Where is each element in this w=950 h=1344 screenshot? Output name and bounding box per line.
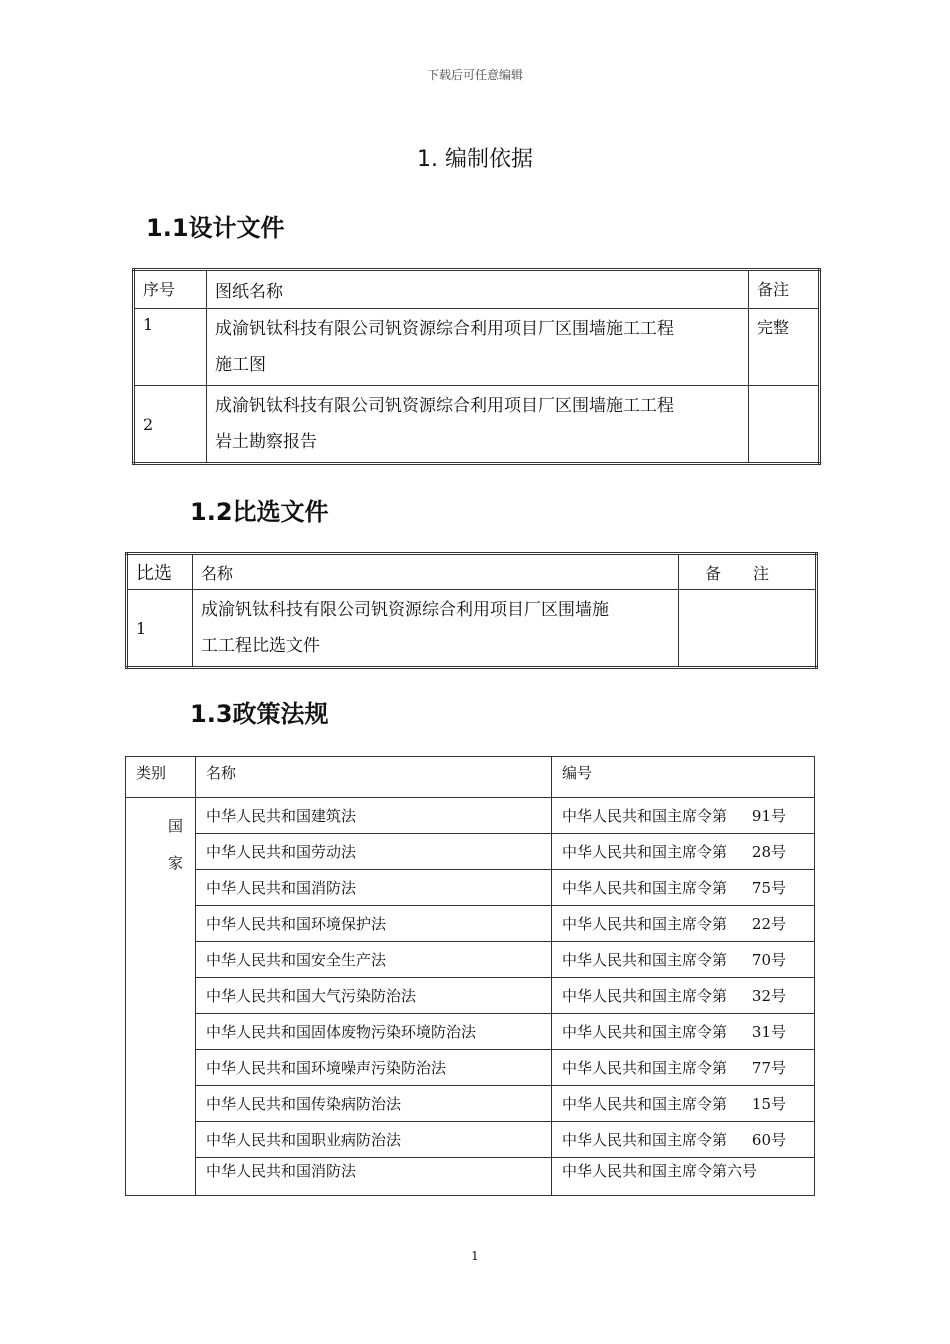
law-code [552, 1122, 815, 1158]
category-char: 家 [167, 854, 183, 872]
column-header: 类别 [126, 757, 196, 798]
table-row [126, 1014, 815, 1050]
drawing-name-line: 成渝钒钛科技有限公司钒资源综合利用项目厂区围墙施工工程 [215, 396, 674, 416]
section-heading-design-files: 1.1设计文件 [146, 214, 285, 242]
column-header: 备 注 [679, 554, 817, 590]
law-code-text: 中华人民共和国主席令第 [562, 1095, 728, 1113]
table-row [126, 1158, 815, 1196]
law-code-text: 中华人民共和国主席令第 [562, 843, 728, 861]
table-row [126, 1122, 815, 1158]
law-code-text: 中华人民共和国主席令第六号 [562, 1162, 758, 1180]
row-number: 2 [134, 386, 207, 464]
law-code-number: 91号 [751, 807, 786, 825]
law-code [552, 1086, 815, 1122]
row-note [679, 590, 817, 668]
law-code-text: 中华人民共和国主席令第 [562, 951, 728, 969]
law-name: 中华人民共和国环境保护法 [196, 906, 552, 942]
table-row [126, 942, 815, 978]
table-row [134, 386, 820, 464]
law-code-number: 70号 [751, 951, 786, 969]
bid-file-name-line: 工工程比选文件 [201, 636, 320, 656]
drawing-name [207, 386, 749, 464]
law-code-text: 中华人民共和国主席令第 [562, 915, 728, 933]
column-header: 序号 [134, 270, 207, 309]
page-title: 1. 编制依据 [417, 147, 533, 172]
law-name: 中华人民共和国固体废物污染环境防治法 [196, 1014, 552, 1050]
table-row [126, 1086, 815, 1122]
bid-files-table [125, 552, 818, 669]
column-header: 备注 [749, 270, 820, 309]
column-header: 名称 [196, 757, 552, 798]
law-code [552, 834, 815, 870]
table-row [126, 798, 815, 834]
table-row [126, 906, 815, 942]
table-header-row [134, 270, 820, 309]
row-number: 1 [134, 309, 207, 386]
law-name: 中华人民共和国环境噪声污染防治法 [196, 1050, 552, 1086]
section-heading-bid-files: 1.2比选文件 [190, 498, 329, 526]
law-code-number: 75号 [751, 879, 786, 897]
drawing-name-line: 施工图 [215, 355, 266, 375]
bid-file-name [193, 590, 679, 668]
law-name: 中华人民共和国大气污染防治法 [196, 978, 552, 1014]
column-header: 比选 [127, 554, 193, 590]
category-cell [126, 798, 196, 1196]
column-header: 名称 [193, 554, 679, 590]
drawing-name-line: 成渝钒钛科技有限公司钒资源综合利用项目厂区围墙施工工程 [215, 319, 674, 339]
bid-file-name-line: 成渝钒钛科技有限公司钒资源综合利用项目厂区围墙施 [201, 600, 609, 620]
table-row [126, 834, 815, 870]
law-code-number: 60号 [751, 1131, 786, 1149]
law-name: 中华人民共和国安全生产法 [196, 942, 552, 978]
law-code [552, 978, 815, 1014]
policies-table [125, 756, 815, 1196]
table-row [127, 590, 817, 668]
law-code [552, 798, 815, 834]
law-code-number: 15号 [751, 1095, 786, 1113]
law-code [552, 942, 815, 978]
law-code-text: 中华人民共和国主席令第 [562, 1131, 728, 1149]
law-code [552, 906, 815, 942]
law-code-number: 28号 [751, 843, 786, 861]
table-row [126, 978, 815, 1014]
column-header: 图纸名称 [207, 270, 749, 309]
page-number: 1 [471, 1249, 479, 1263]
law-code [552, 1014, 815, 1050]
law-code-number: 22号 [751, 915, 786, 933]
design-files-table [132, 268, 821, 465]
law-code-text: 中华人民共和国主席令第 [562, 1023, 728, 1041]
law-code [552, 870, 815, 906]
law-code-text: 中华人民共和国主席令第 [562, 879, 728, 897]
law-name: 中华人民共和国建筑法 [196, 798, 552, 834]
column-header: 编号 [552, 757, 815, 798]
law-code-text: 中华人民共和国主席令第 [562, 987, 728, 1005]
law-name: 中华人民共和国消防法 [196, 870, 552, 906]
law-code-number: 77号 [751, 1059, 786, 1077]
drawing-name [207, 309, 749, 386]
section-heading-policies: 1.3政策法规 [190, 700, 329, 728]
law-name: 中华人民共和国职业病防治法 [196, 1122, 552, 1158]
table-header-row [126, 757, 815, 798]
law-name: 中华人民共和国传染病防治法 [196, 1086, 552, 1122]
law-code-text: 中华人民共和国主席令第 [562, 807, 728, 825]
page-header: 下载后可任意编辑 [426, 68, 523, 82]
drawing-name-line: 岩土勘察报告 [215, 432, 317, 452]
law-name: 中华人民共和国劳动法 [196, 834, 552, 870]
law-code-text: 中华人民共和国主席令第 [562, 1059, 728, 1077]
law-code-number: 31号 [751, 1023, 786, 1041]
law-code-number: 32号 [751, 987, 786, 1005]
category-char: 国 [167, 817, 183, 835]
row-number: 1 [127, 590, 193, 668]
law-name: 中华人民共和国消防法 [196, 1158, 552, 1196]
row-note: 完整 [749, 309, 820, 386]
table-row [126, 870, 815, 906]
law-code [552, 1050, 815, 1086]
table-row [134, 309, 820, 386]
table-header-row [127, 554, 817, 590]
law-code [552, 1158, 815, 1196]
table-row [126, 1050, 815, 1086]
row-note [749, 386, 820, 464]
